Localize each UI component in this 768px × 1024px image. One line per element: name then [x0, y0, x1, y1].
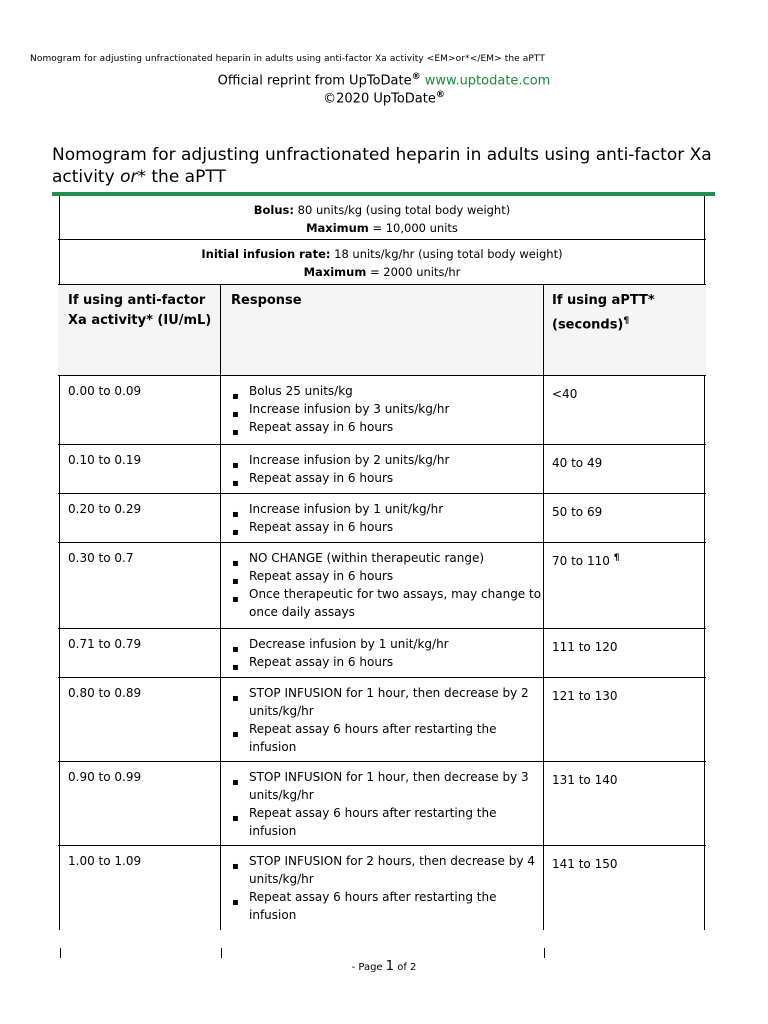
aptt-range-cell	[543, 494, 706, 542]
xa-range-cell: 0.30 to 0.7	[68, 551, 134, 565]
response-item	[232, 500, 543, 520]
xa-range-cell: 0.80 to 0.89	[68, 686, 142, 700]
print-header-title: Nomogram for adjusting unfractionated heparin in adults using anti-factor Xa activity <EM>or*</EM> the aPTT	[30, 54, 545, 64]
response-item	[232, 768, 543, 804]
response-item	[232, 684, 543, 720]
bullet-icon: ▪	[232, 861, 239, 872]
aptt-value: 131 to 140	[552, 773, 618, 787]
xa-range-cell: 0.00 to 0.09	[68, 384, 142, 398]
aptt-range-cell	[543, 543, 706, 628]
bullet-icon: ▪	[232, 478, 239, 489]
bullet-icon: ▪	[232, 427, 239, 438]
xa-range-cell: 0.71 to 0.79	[68, 637, 142, 651]
bolus-max-label: Maximum	[306, 221, 369, 235]
table-row	[58, 494, 706, 543]
bullet-icon: ▪	[232, 729, 239, 740]
response-item	[232, 720, 543, 756]
aptt-range-cell	[543, 678, 706, 761]
table-row	[58, 445, 706, 494]
response-text: STOP INFUSION for 2 hours, then decrease by 4 units/kg/hr	[249, 854, 535, 886]
bullet-icon: ▪	[232, 460, 239, 471]
heparin-nomogram-table	[58, 196, 706, 930]
aptt-value: 111 to 120	[552, 640, 618, 654]
bullet-icon: ▪	[232, 527, 239, 538]
header-pilcrow: ¶	[623, 316, 630, 326]
infusion-max-line	[58, 263, 706, 281]
bullet-icon: ▪	[232, 777, 239, 788]
response-item	[232, 635, 543, 655]
aptt-value: 50 to 69	[552, 505, 603, 519]
copyright-line	[0, 90, 768, 106]
infusion-info	[58, 240, 706, 284]
response-cell	[220, 543, 543, 628]
aptt-value: 121 to 130	[552, 689, 618, 703]
response-text: Repeat assay 6 hours after restarting the infusion	[249, 806, 497, 838]
response-text: NO CHANGE (within therapeutic range)	[249, 551, 485, 565]
infusion-value: 18 units/kg/hr (using total body weight)	[330, 247, 563, 261]
response-text: Repeat assay in 6 hours	[249, 420, 394, 434]
footer-tick-right	[544, 948, 545, 958]
header-xa: If using anti-factor Xa activity* (IU/mL)	[68, 293, 212, 328]
response-item	[232, 653, 543, 673]
bolus-max-value: = 10,000 units	[368, 221, 458, 235]
bullet-icon: ▪	[232, 391, 239, 402]
copyright-registered-mark: ®	[435, 90, 445, 100]
table-row	[58, 846, 706, 930]
infusion-label: Initial infusion rate:	[201, 247, 331, 261]
bolus-value: 80 units/kg (using total body weight)	[294, 203, 511, 217]
bullet-icon: ▪	[232, 662, 239, 673]
table-row	[58, 543, 706, 629]
reprint-text: Official reprint from UpToDate	[217, 73, 412, 89]
footer-tick-left	[60, 948, 61, 958]
xa-range-cell: 1.00 to 1.09	[68, 854, 142, 868]
header-response: Response	[220, 285, 543, 375]
aptt-range-cell	[543, 445, 706, 493]
response-item	[232, 400, 543, 420]
table-row	[58, 376, 706, 445]
bolus-label: Bolus:	[253, 203, 294, 217]
bullet-icon: ▪	[232, 813, 239, 824]
bullet-icon: ▪	[232, 576, 239, 587]
bullet-icon: ▪	[232, 558, 239, 569]
response-item	[232, 382, 543, 402]
reprint-line	[0, 72, 768, 88]
footer-tick-middle	[221, 948, 222, 958]
response-cell	[220, 678, 543, 761]
page-number	[0, 959, 768, 974]
title-part1: Nomogram for adjusting unfractionated heparin in adults using anti-factor Xa activity	[52, 145, 712, 187]
aptt-value: <40	[552, 387, 578, 401]
infusion-line	[58, 245, 706, 263]
response-text: Increase infusion by 1 unit/kg/hr	[249, 502, 444, 516]
bullet-icon: ▪	[232, 897, 239, 908]
xa-range-cell: 0.10 to 0.19	[68, 453, 142, 467]
response-item	[232, 585, 543, 621]
uptodate-link[interactable]: www.uptodate.com	[424, 73, 551, 89]
bolus-max-line	[58, 219, 706, 237]
table-row	[58, 629, 706, 678]
response-cell	[220, 376, 543, 444]
response-item	[232, 518, 543, 538]
bullet-icon: ▪	[232, 509, 239, 520]
response-item	[232, 549, 543, 569]
xa-range-cell: 0.90 to 0.99	[68, 770, 142, 784]
infusion-max-value: = 2000 units/hr	[366, 265, 461, 279]
table-row	[58, 678, 706, 762]
response-item	[232, 567, 543, 587]
response-cell	[220, 445, 543, 493]
bolus-line	[58, 201, 706, 219]
table-row	[58, 762, 706, 846]
response-text: Increase infusion by 2 units/kg/hr	[249, 453, 450, 467]
response-cell	[220, 846, 543, 930]
response-item	[232, 888, 543, 924]
aptt-value: 70 to 110	[552, 554, 610, 568]
header-aptt-label: If using aPTT* (seconds)	[552, 293, 655, 333]
bolus-info	[58, 196, 706, 240]
response-cell	[220, 629, 543, 677]
aptt-value: 40 to 49	[552, 456, 603, 470]
title-emphasis: or	[120, 167, 138, 187]
response-text: Once therapeutic for two assays, may change to once daily assays	[249, 587, 542, 619]
table-header-row	[58, 284, 706, 376]
bullet-icon: ▪	[232, 693, 239, 704]
response-text: STOP INFUSION for 1 hour, then decrease by 2 units/kg/hr	[249, 686, 529, 718]
response-text: Bolus 25 units/kg	[249, 384, 353, 398]
response-item	[232, 852, 543, 888]
response-text: STOP INFUSION for 1 hour, then decrease by 3 units/kg/hr	[249, 770, 529, 802]
xa-range-cell: 0.20 to 0.29	[68, 502, 142, 516]
bullet-icon: ▪	[232, 594, 239, 605]
response-text: Repeat assay in 6 hours	[249, 655, 394, 669]
response-text: Decrease infusion by 1 unit/kg/hr	[249, 637, 449, 651]
response-item	[232, 804, 543, 840]
page-suffix: of 2	[394, 962, 417, 973]
copyright-text: ©2020 UpToDate	[323, 91, 436, 107]
response-cell	[220, 494, 543, 542]
page-prefix: - Page	[351, 962, 386, 973]
response-text: Repeat assay 6 hours after restarting the infusion	[249, 890, 497, 922]
title-part2: * the aPTT	[137, 167, 226, 187]
aptt-range-cell	[543, 629, 706, 677]
aptt-pilcrow: ¶	[613, 553, 620, 563]
table-body	[58, 376, 706, 930]
response-text: Increase infusion by 3 units/kg/hr	[249, 402, 450, 416]
header-aptt	[543, 285, 706, 375]
aptt-range-cell	[543, 846, 706, 930]
infusion-max-label: Maximum	[303, 265, 367, 279]
response-item	[232, 469, 543, 489]
response-text: Repeat assay in 6 hours	[249, 520, 394, 534]
response-cell	[220, 762, 543, 845]
registered-mark: ®	[411, 72, 421, 82]
response-text: Repeat assay 6 hours after restarting the infusion	[249, 722, 497, 754]
aptt-range-cell	[543, 376, 706, 444]
aptt-value: 141 to 150	[552, 857, 618, 871]
response-text: Repeat assay in 6 hours	[249, 471, 394, 485]
response-item	[232, 451, 543, 471]
page-current: 1	[385, 959, 395, 974]
bullet-icon: ▪	[232, 644, 239, 655]
response-text: Repeat assay in 6 hours	[249, 569, 394, 583]
response-item	[232, 418, 543, 438]
bullet-icon: ▪	[232, 409, 239, 420]
document-title	[52, 144, 712, 188]
aptt-range-cell	[543, 762, 706, 845]
